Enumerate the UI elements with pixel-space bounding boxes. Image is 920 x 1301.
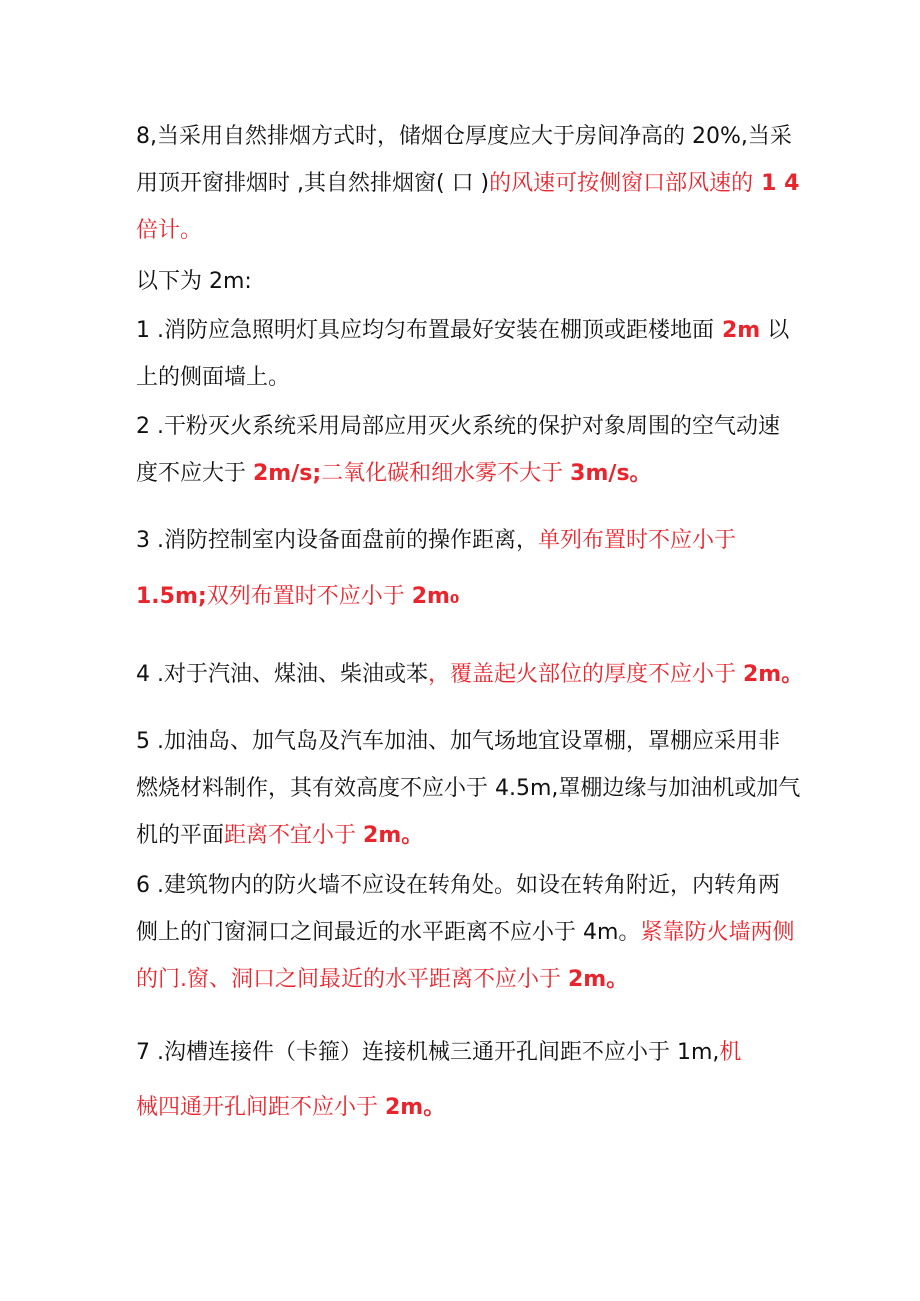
p8-highlight-3: 倍计。 [136,218,203,243]
p1-line-1 [136,307,796,354]
heading-text: 以下为 2m: [136,269,252,294]
p5-highlight-3b: 距离不宜小于 [224,823,364,848]
p3-highlight-15m: 1.5m; [136,584,207,609]
p4-text-1a: 4 .对于汽油、煤油、柴油或苯 [136,662,428,687]
p1-highlight-2m: 2m [722,318,761,343]
p6-line-1 [136,862,796,909]
p7-highlight-1b: 机 [719,1040,742,1065]
p5-line-2 [136,765,801,812]
paragraph-4 [136,651,804,698]
p3-highlight-2m: 2m₀ [411,584,460,609]
p4-highlight-2m: 2m。 [742,662,804,687]
p2-highlight-2ms: 2m∕s; [253,461,322,486]
paragraph-8 [136,113,800,254]
p1-text-1c: 以 [760,318,790,343]
p2-text-2a: 度不应大于 [136,461,253,486]
p5-line-3 [136,812,796,859]
p6-text-1: 6 .建筑物内的防火墙不应设在转角处。如设在转角附近，内转角两 [136,873,780,898]
p1-text-2: 上的侧面墙上。 [136,365,291,390]
p7-line-2 [136,1084,796,1131]
p3-line-1 [136,517,796,564]
paragraph-1 [136,307,796,401]
p5-text-3a: 机的平面 [136,823,225,848]
p2-highlight-2c: 二氧化碳和细水雾不大于 [321,461,571,486]
p7-highlight-2a: 械四通开孔间距不应小于 [136,1095,385,1120]
paragraph-6 [136,862,796,1003]
p2-line-2 [136,450,796,497]
p3-highlight-1b: 单列布置时不应小于 [538,528,737,553]
p7-line-1 [136,1029,796,1076]
p8-highlight-2c: 1 4 [761,171,800,196]
p6-line-2 [136,909,796,956]
paragraph-3-cont [136,573,796,620]
p6-highlight-2b: 紧靠防火墙两侧 [640,920,795,945]
paragraph-5 [136,718,801,859]
p1-text-1a: 1 .消防应急照明灯具应均匀布置最好安装在棚顶或距楼地面 [136,318,714,343]
p7-text-1a: 7 .沟槽连接件（卡箍）连接机械三通开孔间距不应小于 1m, [136,1040,720,1065]
p8-line-3 [136,207,796,254]
p2-highlight-3ms: 3m∕s。 [570,461,652,486]
p2-line-1 [136,403,796,450]
paragraph-7-cont [136,1084,796,1131]
paragraph-2 [136,403,796,497]
heading-2m [136,258,796,305]
p6-line-3 [136,956,796,1003]
p6-text-2a: 侧上的门窗洞口之间最近的水平距离不应小于 4m。 [136,920,641,945]
p8-text-2a: 用顶开窗排烟时 ,其自然排烟窗( 口 ) [136,171,490,196]
paragraph-3 [136,517,796,564]
p8-highlight-2b: 的风速可按侧窗口部风速的 [489,171,754,196]
p8-line-2 [136,160,800,207]
p8-text-1: 8,当采用自然排烟方式时，储烟仓厚度应大于房间净高的 20%,当采 [136,124,792,149]
p5-text-2: 燃烧材料制作，其有效高度不应小于 4.5m,罩棚边缘与加油机或加气 [136,776,801,801]
p6-highlight-2m: 2m。 [568,967,629,992]
p8-line-1 [136,113,796,160]
p3-text-1a: 3 .消防控制室内设备面盘前的操作距离， [136,528,538,553]
p6-highlight-3a: 的门.窗、洞口之间最近的水平距离不应小于 [136,967,568,992]
p3-line-2 [136,573,796,620]
p7-highlight-2m: 2m。 [385,1095,446,1120]
p4-line-1 [136,651,804,698]
p2-text-1: 2 .干粉灭火系统采用局部应用灭火系统的保护对象周围的空气动速 [136,414,780,439]
p5-line-1 [136,718,796,765]
p5-text-1: 5 .加油岛、加气岛及汽车加油、加气场地宜设罩棚，罩棚应采用非 [136,729,780,754]
p1-line-2 [136,354,796,401]
p3-highlight-2b: 双列布置时不应小于 [206,584,412,609]
p5-highlight-2m: 2m。 [363,823,424,848]
p4-highlight-1b: ，覆盖起火部位的厚度不应小于 [427,662,743,687]
paragraph-7 [136,1029,796,1076]
